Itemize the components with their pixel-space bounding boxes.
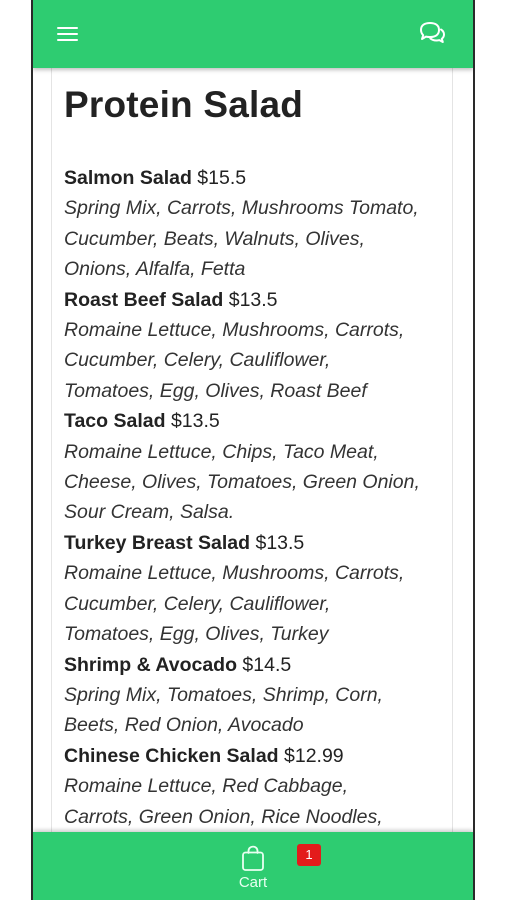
description-line: Tomatoes, Egg, Olives, Turkey [64,623,329,646]
menu-item-name: Shrimp & Avocado [64,653,237,676]
menu-item-price: $13.5 [228,288,278,311]
menu-item-description [64,193,449,284]
menu-item-turkey-breast-salad[interactable] [64,528,449,650]
menu-item-description [64,680,449,741]
description-line: Sour Cream, Salsa. [64,501,235,524]
menu-item-roast-beef-salad[interactable] [64,285,449,407]
menu-item-header [64,285,449,315]
menu-item-header [64,741,449,771]
menu-item-taco-salad[interactable] [64,406,449,528]
menu-item-chinese-chicken-salad[interactable] [64,741,449,832]
menu-item-header [64,406,449,436]
description-line: Spring Mix, Carrots, Mushrooms Tomato, [64,197,419,220]
description-line: Onions, Alfalfa, Fetta [64,258,246,281]
menu-item-description [64,771,449,832]
description-line: Cucumber, Celery, Cauliflower, [64,592,331,615]
shopping-bag-icon [240,844,266,872]
description-line: Cheese, Olives, Tomatoes, Green Onion, [64,471,420,494]
top-app-bar [33,0,473,68]
menu-item-price: $15.5 [197,167,247,189]
cart-label: Cart [238,874,268,891]
menu-item-description [64,437,449,528]
menu-item-header [64,650,449,680]
description-line: Romaine Lettuce, Chips, Taco Meat, [64,440,379,463]
menu-item-name: Taco Salad [64,410,166,433]
menu-item-description [64,558,449,649]
description-line: Cucumber, Celery, Cauliflower, [64,349,331,372]
description-line: Romaine Lettuce, Mushrooms, Carrots, [64,562,405,585]
menu-item-name: Roast Beef Salad [64,288,224,311]
menu-item-price: $14.5 [242,653,292,676]
description-line: Tomatoes, Egg, Olives, Roast Beef [64,379,367,402]
description-line: Romaine Lettuce, Mushrooms, Carrots, [64,319,405,342]
description-line: Romaine Lettuce, Red Cabbage, [64,775,349,798]
menu-item-shrimp-avocado[interactable] [64,650,449,741]
cart-button[interactable] [228,844,278,894]
menu-item-name: Salmon Salad [64,167,192,189]
menu-item-price: $12.99 [284,744,344,767]
description-line: Carrots, Green Onion, Rice Noodles, [64,805,383,828]
menu-item-list [64,163,449,832]
description-line: Cucumber, Beats, Walnuts, Olives, [64,227,365,250]
page-title: Protein Salad [64,84,304,125]
menu-item-salmon-salad[interactable] [64,163,449,285]
app-screen [31,0,475,900]
menu-item-price: $13.5 [170,410,220,433]
description-line: Spring Mix, Tomatoes, Shrimp, Corn, [64,683,383,706]
menu-item-header [64,163,449,193]
chat-bubbles-icon[interactable] [417,20,447,46]
cart-count-badge: 1 [297,844,321,866]
menu-item-name: Turkey Breast Salad [64,531,251,554]
menu-item-header [64,528,449,558]
menu-item-name: Chinese Chicken Salad [64,744,279,767]
hamburger-menu-icon[interactable] [55,22,81,46]
menu-item-price: $13.5 [255,531,305,554]
menu-item-description [64,315,449,406]
description-line: Beets, Red Onion, Avocado [64,714,304,737]
bottom-nav-bar [33,832,473,900]
menu-content-card [51,68,453,838]
